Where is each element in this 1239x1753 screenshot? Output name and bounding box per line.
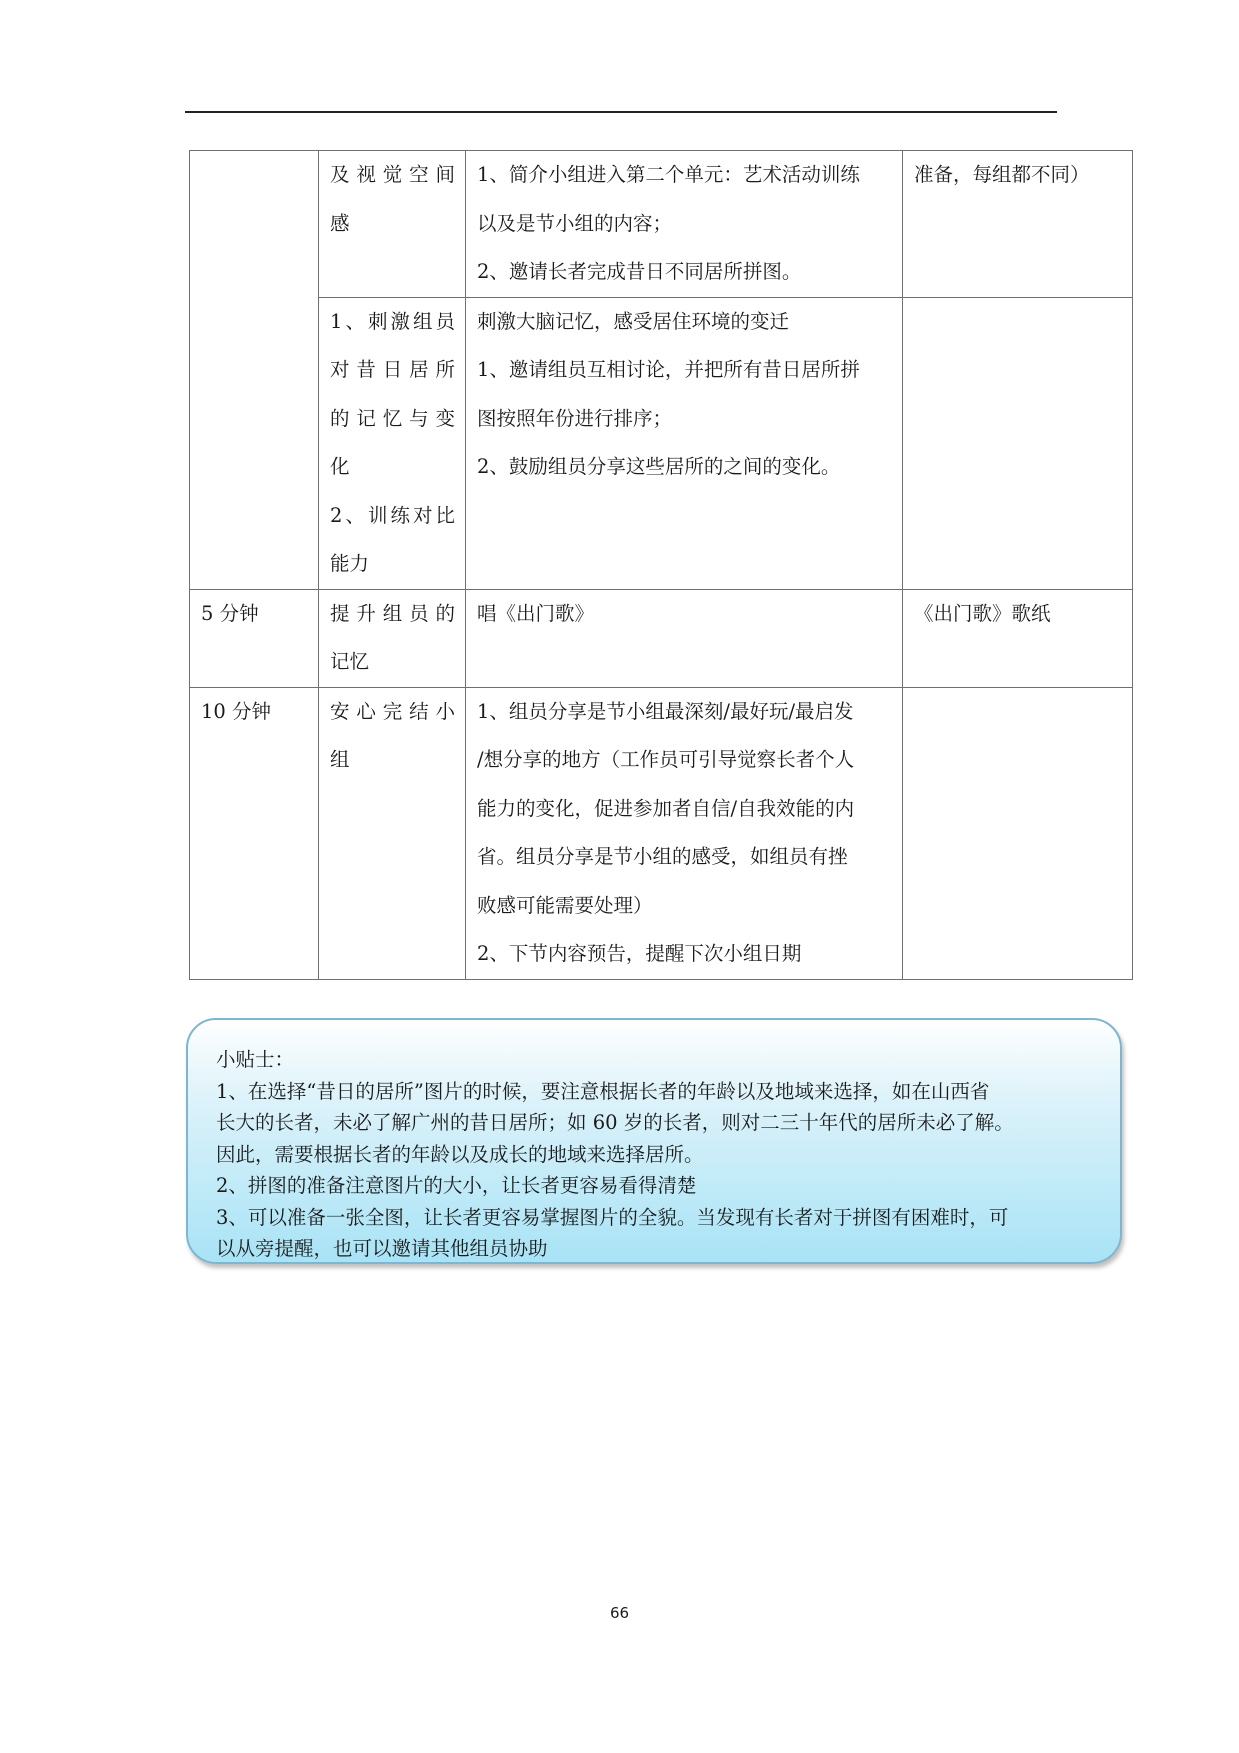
content-line: 省。组员分享是节小组的感受，如组员有挫 [477,845,848,868]
goal-line: 组 [330,748,350,771]
tips-line: 3、可以准备一张全图，让长者更容易掌握图片的全貌。当发现有长者对于拼图有困难时，可 [216,1205,1009,1229]
time-label: 5 分钟 [201,601,259,625]
goal-cell [319,151,466,298]
table-row [190,687,1133,979]
content-line: 刺激大脑记忆，感受居住环境的变迁 [477,309,790,333]
goal-line: 2、训练对比 [330,503,455,527]
materials-cell [903,151,1133,298]
content-line: 能力的变化，促进参加者自信/自我效能的内 [477,796,855,820]
goal-line: 提升组员的 [330,601,455,625]
content-line: 1、组员分享是节小组最深刻/最好玩/最启发 [477,699,854,723]
goal-line: 对昔日居所 [330,358,455,381]
goal-line: 记忆 [330,650,370,673]
header-rule [185,111,1057,113]
materials-cell [903,297,1133,589]
time-cell [190,687,319,979]
activity-plan-table [189,150,1133,980]
goal-line: 及视觉空间 [330,163,455,186]
content-line: 以及是节小组的内容； [477,211,673,235]
content-line: /想分享的地方（工作员可引导觉察长者个人 [477,748,855,771]
goal-line: 1、刺激组员 [330,309,455,333]
goal-line: 安心完结小 [330,699,455,723]
materials-cell [903,687,1133,979]
tips-line: 2、拼图的准备注意图片的大小，让长者更容易看得清楚 [216,1174,697,1197]
tips-line: 以从旁提醒，也可以邀请其他组员协助 [216,1237,548,1260]
content-cell [466,151,903,298]
goal-line: 的记忆与变 [330,406,455,430]
content-cell [466,687,903,979]
materials-line: 准备，每组都不同） [914,163,1090,186]
materials-line: 《出门歌》歌纸 [914,601,1051,625]
goal-cell [319,687,466,979]
goal-line: 感 [330,211,350,235]
content-line: 1、邀请组员互相讨论，并把所有昔日居所拼 [477,358,860,381]
table-row [190,589,1133,687]
content-line: 2、鼓励组员分享这些居所的之间的变化。 [477,455,841,478]
table-row [190,151,1133,298]
goal-line: 能力 [330,552,370,575]
tips-line: 1、在选择“昔日的居所”图片的时候，要注意根据长者的年龄以及地域来选择，如在山西省 [216,1079,990,1103]
content-line: 图按照年份进行排序； [477,406,673,430]
time-label: 10 分钟 [201,699,272,723]
tips-box [186,1018,1122,1264]
materials-cell [903,589,1133,687]
content-cell [466,589,903,687]
content-line: 1、简介小组进入第二个单元：艺术活动训练 [477,163,860,186]
goal-cell [319,589,466,687]
content-cell [466,297,903,589]
goal-cell [319,297,466,589]
page-number: 66 [609,1604,630,1622]
tips-line: 因此，需要根据长者的年龄以及成长的地域来选择居所。 [216,1142,704,1166]
content-line: 唱《出门歌》 [477,601,595,625]
tips-title: 小贴士： [216,1048,295,1071]
time-cell [190,589,319,687]
content-line: 败感可能需要处理） [477,893,653,917]
goal-line: 化 [330,455,350,478]
content-line: 2、邀请长者完成昔日不同居所拼图。 [477,260,802,283]
content-line: 2、下节内容预告，提醒下次小组日期 [477,942,802,965]
tips-line: 长大的长者，未必了解广州的昔日居所；如 60 岁的长者，则对二三十年代的居所未必了解。 [216,1111,1014,1134]
time-cell [190,151,319,590]
table-row [190,297,1133,589]
